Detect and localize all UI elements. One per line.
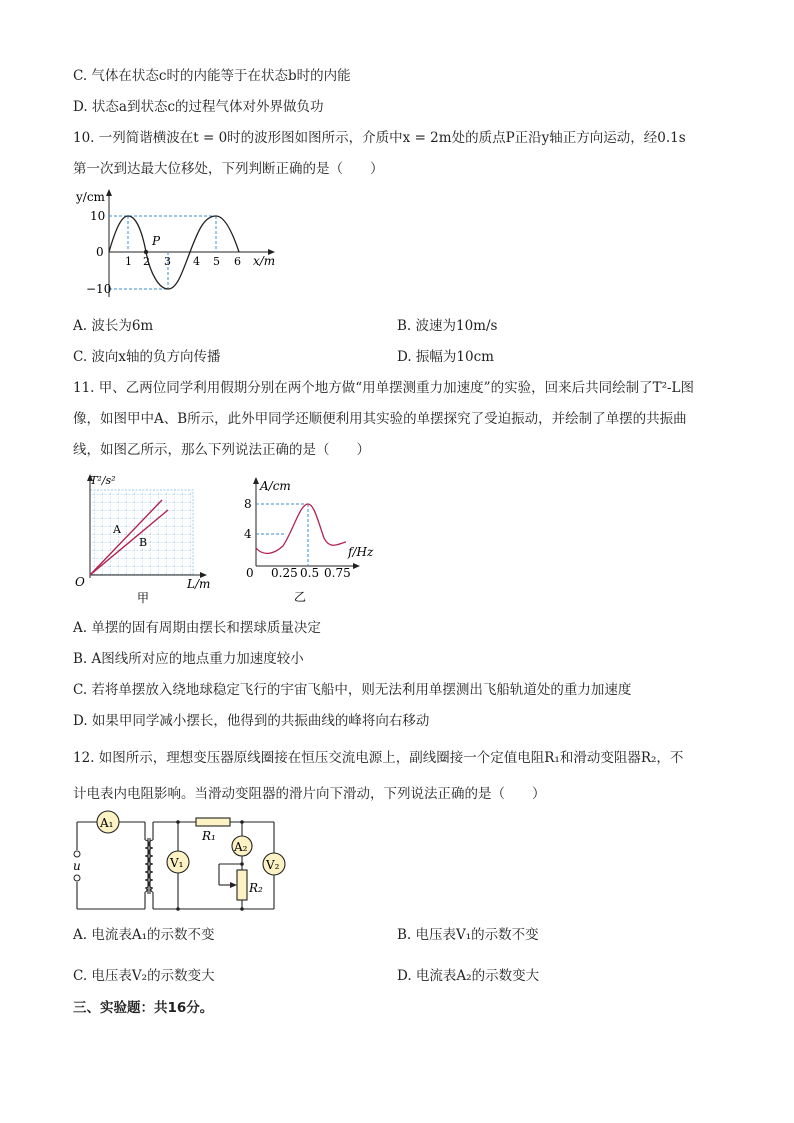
q11-figure-jia bbox=[70, 470, 220, 606]
q10-option-a: A. 波长为6m bbox=[73, 318, 154, 334]
q11-yi-x-tick-025: 0.25 bbox=[271, 566, 298, 580]
q12-r1-label: R₁ bbox=[202, 829, 216, 843]
q11-yi-zero: 0 bbox=[246, 566, 254, 580]
q10-stem-line2: 第一次到达最大位移处，下列判断正确的是（ ） bbox=[73, 161, 384, 177]
q10-x-tick-1: 1 bbox=[125, 255, 132, 268]
q11-line-a-label: A bbox=[113, 523, 121, 536]
q11-line-b-label: B bbox=[139, 536, 148, 549]
q12-ammeter-a1-label: A₁ bbox=[100, 816, 114, 830]
q10-x-axis-label: x/m bbox=[253, 254, 276, 268]
q10-point-p-label: P bbox=[152, 234, 161, 248]
q10-wave-figure bbox=[66, 185, 286, 305]
q10-x-tick-6: 6 bbox=[234, 255, 241, 268]
q12-ammeter-a2-label: A₂ bbox=[234, 840, 248, 854]
q11-figure-yi bbox=[238, 476, 388, 606]
q11-yi-caption: 乙 bbox=[294, 590, 307, 604]
q11-option-c: C. 若将单摆放入绕地球稳定飞行的宇宙飞船中，则无法利用单摆测出飞船轨道处的重力加速度 bbox=[73, 682, 632, 698]
q11-yi-x-tick-05: 0.5 bbox=[300, 566, 320, 580]
q10-origin-zero: 0 bbox=[96, 245, 104, 259]
q11-yi-x-tick-075: 0.75 bbox=[324, 566, 351, 580]
q10-option-b: B. 波速为10m/s bbox=[397, 318, 498, 334]
q12-option-c: C. 电压表V₂的示数变大 bbox=[73, 968, 215, 984]
q10-y-tick-neg10: −10 bbox=[86, 282, 112, 296]
q11-yi-x-axis-label: f/Hz bbox=[348, 545, 374, 559]
q10-option-c: C. 波向x轴的负方向传播 bbox=[73, 349, 221, 365]
q11-jia-caption: 甲 bbox=[137, 591, 150, 605]
q12-stem-line1: 12. 如图所示，理想变压器原线圈接在恒压交流电源上，副线圈接一个定值电阻R₁和滑动变阻器R₂，不 bbox=[73, 750, 684, 766]
q12-source-u-label: u bbox=[73, 859, 81, 873]
q10-option-d: D. 振幅为10cm bbox=[397, 349, 494, 365]
q10-y-tick-10: 10 bbox=[90, 209, 106, 223]
q11-yi-y-tick-4: 4 bbox=[244, 527, 252, 541]
q12-option-b: B. 电压表V₁的示数不变 bbox=[397, 927, 539, 943]
q11-option-b: B. A图线所对应的地点重力加速度较小 bbox=[73, 651, 304, 667]
q12-stem-line2: 计电表内电阻影响。当滑动变阻器的滑片向下滑动，下列说法正确的是（ ） bbox=[73, 786, 546, 802]
q12-r2-label: R₂ bbox=[249, 881, 263, 895]
q11-stem-line1: 11. 甲、乙两位同学利用假期分别在两个地方做“用单摆测重力加速度”的实验，回来后共同绘制了T²-L图 bbox=[73, 380, 695, 396]
q10-y-axis-label: y/cm bbox=[76, 190, 105, 204]
q11-option-d: D. 如果甲同学减小摆长，他得到的共振曲线的峰将向右移动 bbox=[73, 713, 430, 729]
q12-circuit-figure bbox=[66, 810, 306, 915]
q10-x-tick-5: 5 bbox=[213, 255, 220, 268]
q12-voltmeter-v2-label: V₂ bbox=[266, 858, 280, 872]
q10-x-tick-2: 2 bbox=[143, 255, 150, 268]
q10-x-tick-4: 4 bbox=[193, 255, 200, 268]
q11-jia-x-axis-label: L/m bbox=[187, 577, 211, 591]
q11-jia-y-axis-label: T²/s² bbox=[90, 474, 116, 487]
q10-x-tick-3: 3 bbox=[164, 255, 171, 268]
q11-option-a: A. 单摆的固有周期由摆长和摆球质量决定 bbox=[73, 620, 321, 636]
q12-voltmeter-v1-label: V₁ bbox=[170, 856, 184, 870]
q11-yi-y-axis-label: A/cm bbox=[260, 479, 291, 493]
q9-option-d: D. 状态a到状态c的过程气体对外界做负功 bbox=[73, 99, 324, 115]
q11-yi-y-tick-8: 8 bbox=[244, 497, 252, 511]
q9-option-c: C. 气体在状态c时的内能等于在状态b时的内能 bbox=[73, 68, 351, 84]
q10-stem-line1: 10. 一列简谐横波在t = 0时的波形图如图所示，介质中x = 2m处的质点P正沿y轴正方向运动，经0.1s bbox=[73, 130, 686, 146]
q12-option-a: A. 电流表A₁的示数不变 bbox=[73, 927, 215, 943]
q11-stem-line2: 像，如图甲中A、B所示，此外甲同学还顺便利用其实验的单摆探究了受迫振动，并绘制了单摆的共振曲 bbox=[73, 411, 687, 427]
q11-jia-origin: O bbox=[75, 575, 85, 589]
q12-option-d: D. 电流表A₂的示数变大 bbox=[397, 968, 540, 984]
section-heading: 三、实验题：共16分。 bbox=[73, 1000, 214, 1016]
q11-stem-line3: 线，如图乙所示，那么下列说法正确的是（ ） bbox=[73, 442, 370, 458]
